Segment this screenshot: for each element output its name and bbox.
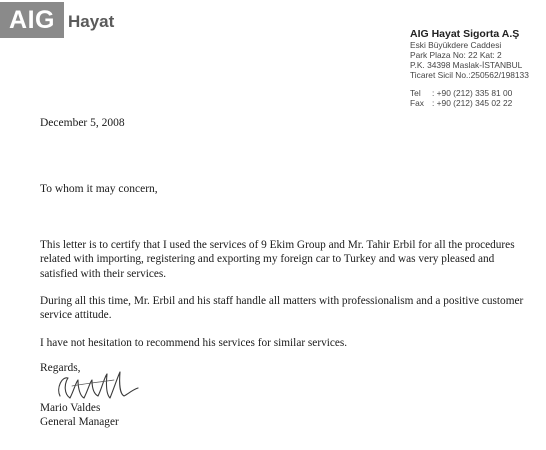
body-paragraph: This letter is to certify that I used the services of 9 Ekim Group and Mr. Tahir Erbil for all the procedures related with importing, registering and exporting my foreign car to Turkey and was very pleased and satisfied with their services. (40, 239, 515, 280)
address-line: P.K. 34398 Maslak-İSTANBUL (410, 60, 523, 70)
address-line: Eski Büyükdere Caddesi (410, 40, 502, 50)
address-line: Ticaret Sicil No.:250562/198133 (410, 70, 529, 80)
aig-logo (0, 2, 64, 38)
company-name: AIG Hayat Sigorta A.Ş (410, 28, 520, 40)
fax-row (410, 98, 544, 108)
signer-name: Mario Valdes (40, 402, 101, 414)
address-line: Park Plaza No: 22 Kat: 2 (410, 50, 502, 60)
signer-title: General Manager (40, 416, 119, 428)
tel-value: : +90 (212) 335 81 00 (432, 88, 513, 98)
fax-label: Fax (410, 98, 424, 108)
logo-suffix: Hayat (68, 12, 115, 31)
company-address-block (410, 28, 544, 80)
handwritten-signature (52, 368, 147, 406)
fax-value: : +90 (212) 345 02 22 (432, 98, 513, 108)
body-paragraph: I have not hesitation to recommend his services for similar services. (40, 337, 348, 349)
salutation: To whom it may concern, (40, 183, 158, 195)
letter-date: December 5, 2008 (40, 117, 125, 129)
contact-block (410, 88, 544, 108)
body-paragraph: During all this time, Mr. Erbil and his staff handle all matters with professionalism and a positive customer service attitude. (40, 295, 524, 322)
tel-row (410, 88, 544, 98)
logo-text: AIG (9, 5, 55, 34)
closing: Regards, (40, 362, 81, 374)
tel-label: Tel (410, 88, 421, 98)
